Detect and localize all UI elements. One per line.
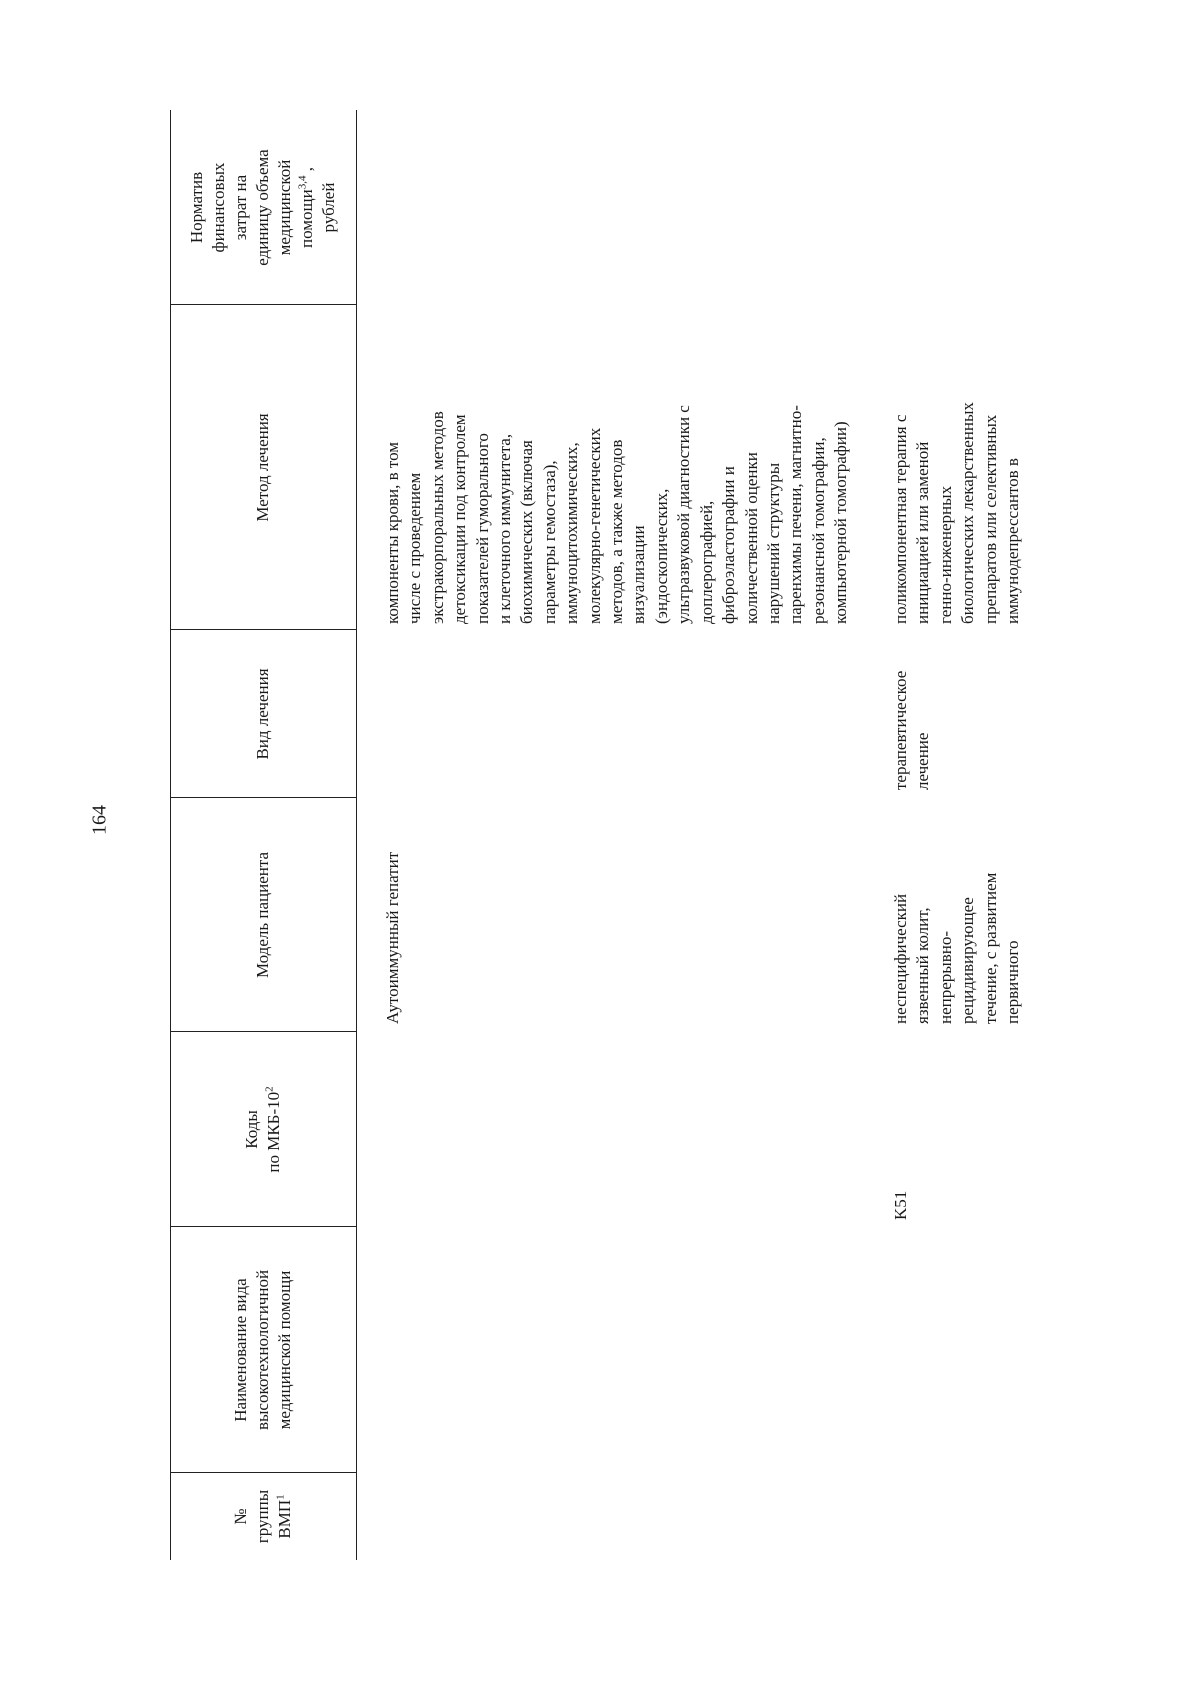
row2-icd-code: K51 bbox=[891, 1190, 910, 1220]
row2-treatment-type: терапевтическое лечение bbox=[891, 670, 933, 790]
header-treatment-type: Вид лечения bbox=[253, 668, 272, 760]
header-patient-model: Модель пациента bbox=[253, 851, 272, 979]
header-cost-standard: Норматив финансовых затрат на единицу объема медицинской помощи$^{3,4}$ , рублей bbox=[187, 149, 338, 266]
rotated-table bbox=[170, 110, 1130, 1560]
row1-patient-model: Аутоиммунный гепатит bbox=[383, 851, 402, 1024]
header-bottom-rule bbox=[356, 110, 357, 1560]
header-group-number: № группы ВМП$^1$ bbox=[231, 1489, 294, 1544]
header-care-type-name: Наименование вида высокотехнологичной медицинской помощи bbox=[231, 1269, 294, 1431]
header-treatment-method: Метод лечения bbox=[253, 413, 272, 522]
row1-treatment-method: компоненты крови, в том числе с проведением экстракорпоральных методов детоксикации под контролем показателей гуморального и клеточного иммунитета, биохимических (включая параметры гемостаза), иммуноцитохимических, молекулярно-генетических методов, а также методов визуализации (эндоскопических, ультразвуковой диагностики с доплерографией, фиброэластографии и количественной оценки нарушений структуры паренхимы печени, магнитно- резонансной томографии, компьютерной томографии) bbox=[383, 405, 851, 624]
header-icd-codes: Коды по МКБ-$10^2$ bbox=[242, 1086, 283, 1173]
row2-treatment-method: поликомпонентная терапия с инициацией или заменой генно-инженерных биологических лекарственных препаратов или селективных иммунодепрессантов в bbox=[891, 402, 1023, 624]
page-number: 164 bbox=[88, 805, 111, 835]
row2-patient-model: неспецифический язвенный колит, непрерывно- рецидивирующее течение, с развитием первичного bbox=[891, 872, 1023, 1024]
